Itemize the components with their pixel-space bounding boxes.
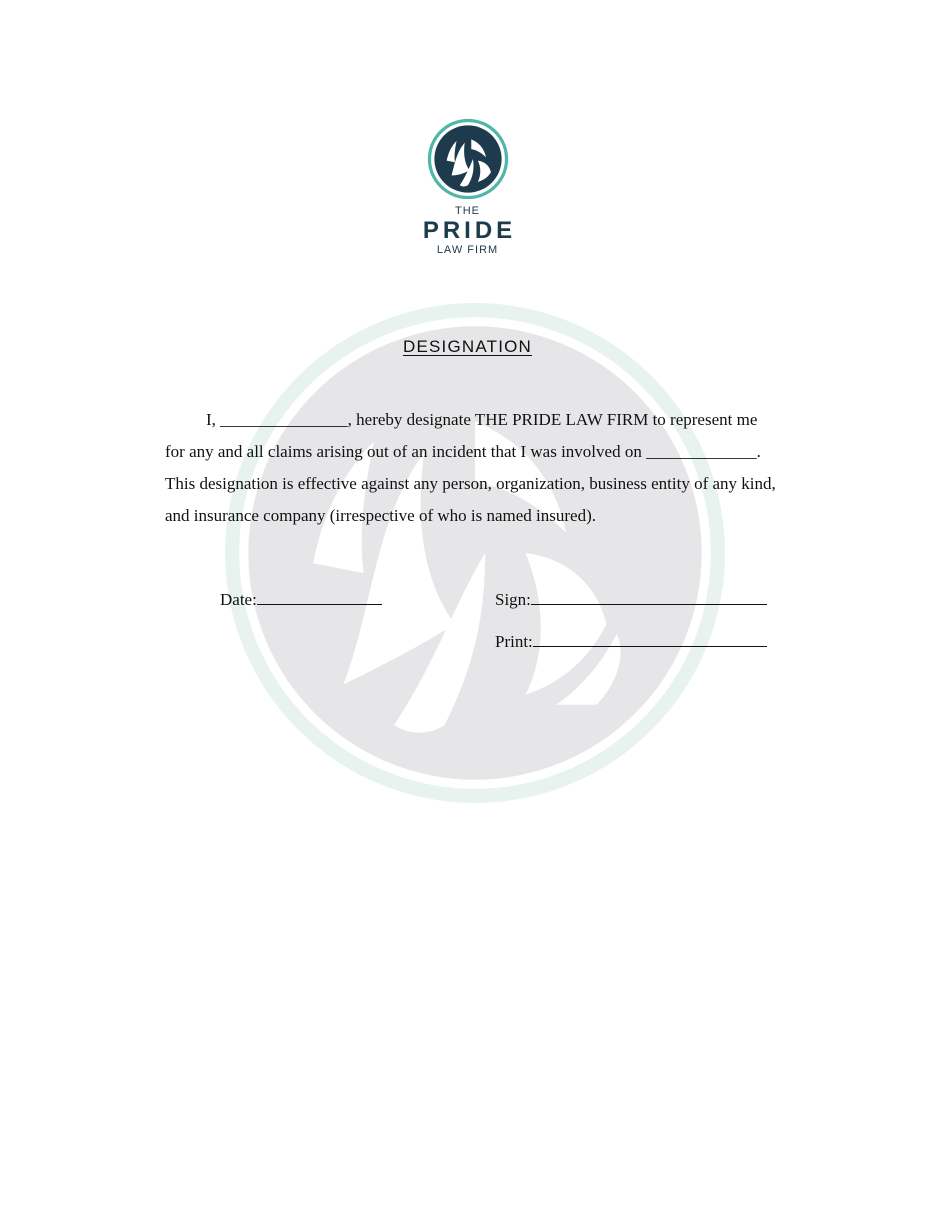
paragraph-line: I, _______________, hereby designate THE PRIDE LAW FIRM to represent me [206, 410, 758, 429]
sign-line[interactable] [531, 588, 767, 605]
logo-text-law-firm: LAW FIRM [436, 244, 499, 256]
designation-paragraph [165, 404, 830, 532]
document-title: DESIGNATION [402, 337, 533, 356]
paragraph-line: and insurance company (irrespective of who is named insured). [165, 506, 596, 525]
date-label: Date: [220, 590, 257, 609]
paragraph-line: This designation is effective against any person, organization, business entity of any kind, [165, 474, 776, 493]
date-line[interactable] [257, 588, 382, 605]
sign-label: Sign: [495, 590, 531, 609]
logo-text-the: THE [455, 205, 480, 217]
sign-field [495, 588, 767, 610]
lion-head-icon [427, 118, 509, 200]
print-field [495, 630, 767, 652]
print-label: Print: [495, 632, 533, 651]
firm-logo [0, 118, 935, 257]
date-field [220, 588, 382, 610]
print-line[interactable] [533, 630, 767, 647]
lion-head-watermark-icon [222, 300, 728, 806]
paragraph-line: for any and all claims arising out of an incident that I was involved on _____________. [165, 442, 761, 461]
logo-text-pride: PRIDE [422, 217, 517, 244]
